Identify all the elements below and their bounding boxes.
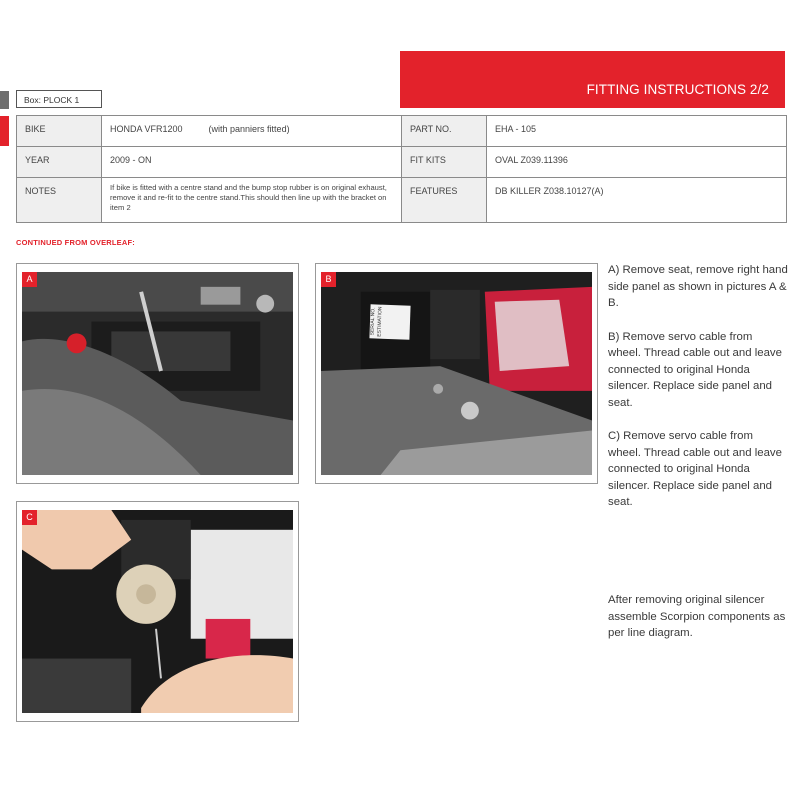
photo-c (16, 501, 299, 722)
instruction-step-c: C) Remove servo cable from wheel. Thread cable out and leave connected to original Honda silencer. Replace side panel and seat. (608, 430, 782, 508)
side-tab-red (0, 116, 9, 146)
specs-table (16, 115, 787, 223)
photo-a (16, 263, 299, 484)
bike-value (102, 116, 402, 147)
year-label: YEAR (17, 147, 102, 178)
photo-b-sticker: SERIAL NO. ESTIMATION (369, 304, 410, 339)
features-label: FEATURES (402, 178, 487, 223)
part-no-value: EHA - 105 (487, 116, 787, 147)
features-value: DB KILLER Z038.10127(A) (487, 178, 787, 223)
page-title: FITTING INSTRUCTIONS 2/2 (586, 82, 769, 97)
box-label: Box: PLOCK 1 (16, 90, 102, 108)
side-tab-gray (0, 91, 9, 109)
notes-label: NOTES (17, 178, 102, 223)
fit-kits-label: FIT KITS (402, 147, 487, 178)
table-row (17, 147, 787, 178)
table-row (17, 178, 787, 223)
photo-b (315, 263, 598, 484)
continued-heading: CONTINUED FROM OVERLEAF: (16, 238, 135, 247)
bike-label: BIKE (17, 116, 102, 147)
after-note: After removing original silencer assemble Scorpion components as per line diagram. (608, 594, 786, 639)
year-value: 2009 - ON (102, 147, 402, 178)
table-row (17, 116, 787, 147)
photo-a-image (22, 272, 293, 475)
fit-kits-value: OVAL Z039.11396 (487, 147, 787, 178)
bike-model: HONDA VFR1200 (110, 124, 183, 134)
header-band (400, 51, 785, 108)
instructions (608, 262, 788, 528)
part-no-label: PART NO. (402, 116, 487, 147)
instruction-step-a: A) Remove seat, remove right hand side panel as shown in pictures A & B. (608, 264, 788, 309)
notes-cell (102, 178, 402, 223)
photo-label-c: C (22, 510, 37, 525)
bike-note: (with panniers fitted) (208, 124, 290, 134)
photo-c-image (22, 510, 293, 713)
photo-label-a: A (22, 272, 37, 287)
instruction-step-b: B) Remove servo cable from wheel. Thread cable out and leave connected to original Honda silencer. Replace side panel and seat. (608, 330, 782, 409)
notes-value: If bike is fitted with a centre stand and the bump stop rubber is on original exhaust, remove it and re-fit to the centre stand.This should then line up with the bracket on item 2 (110, 183, 387, 212)
photo-b-image (321, 272, 592, 475)
photo-label-b: B (321, 272, 336, 287)
